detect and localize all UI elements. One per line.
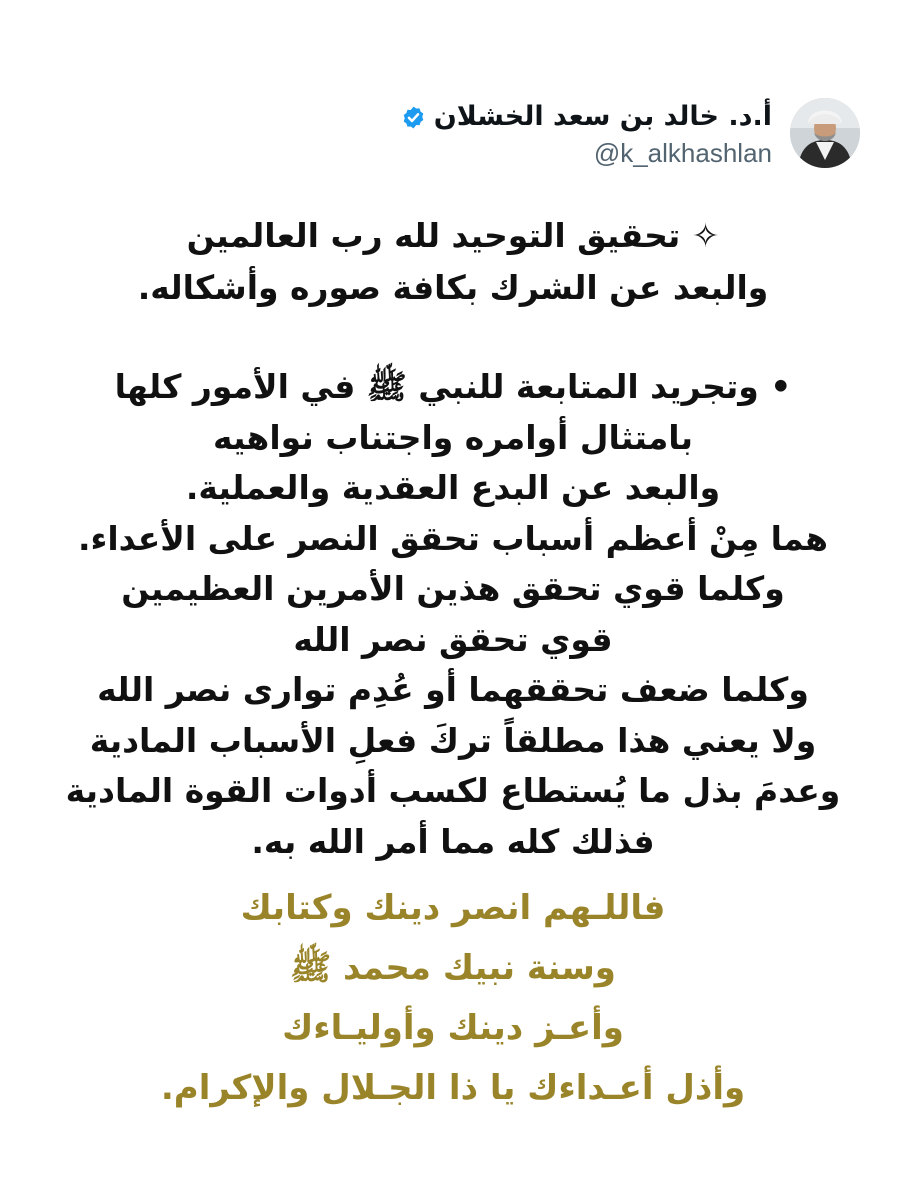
text-line: والبعد عن الشرك بكافة صوره وأشكاله. <box>137 268 769 307</box>
dua-line: وسنة نبيك محمد ﷺ <box>290 948 616 988</box>
text-line: بامتثال أوامره واجتناب نواهيه <box>212 417 694 457</box>
name-row <box>401 100 772 134</box>
paragraph-1 <box>40 210 866 314</box>
user-handle[interactable]: @k_alkhashlan <box>593 138 772 168</box>
dua-paragraph <box>40 878 866 1118</box>
dua-line: وأذل أعـداءك يا ذا الجـلال والإكرام. <box>160 1068 746 1108</box>
dua-line: فاللـهم انصر دينك وكتابك <box>240 888 666 928</box>
text-line: وكلما قوي تحقق هذين الأمرين العظيمين <box>121 569 785 608</box>
avatar-image <box>790 98 860 168</box>
tweet-header <box>433 98 860 170</box>
text-line: قوي تحقق نصر الله <box>293 619 613 659</box>
text-line: والبعد عن البدع العقدية والعملية. <box>185 468 721 507</box>
text-line: فذلك كله مما أمر الله به. <box>251 821 655 861</box>
text-line: هما مِنْ أعظم أسباب تحقق النصر على الأعداء. <box>77 518 829 558</box>
text-line: وعدمَ بذل ما يُستطاع لكسب أدوات القوة المادية <box>65 771 841 810</box>
avatar[interactable] <box>790 98 860 168</box>
display-name[interactable]: أ.د. خالد بن سعد الخشلان <box>433 101 772 132</box>
text-line: وكلما ضعف تحققهما أو عُدِم توارى نصر الله <box>97 670 809 709</box>
text-line: • وتجريد المتابعة للنبي ﷺ في الأمور كلها <box>114 367 792 406</box>
dua-line: وأعـز دينك وأوليـاءك <box>282 1008 624 1048</box>
text-line: ✧ تحقيق التوحيد لله رب العالمين <box>186 216 720 255</box>
text-line: ولا يعني هذا مطلقاً تركَ فعلِ الأسباب المادية <box>89 720 817 760</box>
paragraph-2 <box>40 362 866 867</box>
tweet-text <box>40 210 866 867</box>
verified-badge-icon <box>401 105 426 130</box>
